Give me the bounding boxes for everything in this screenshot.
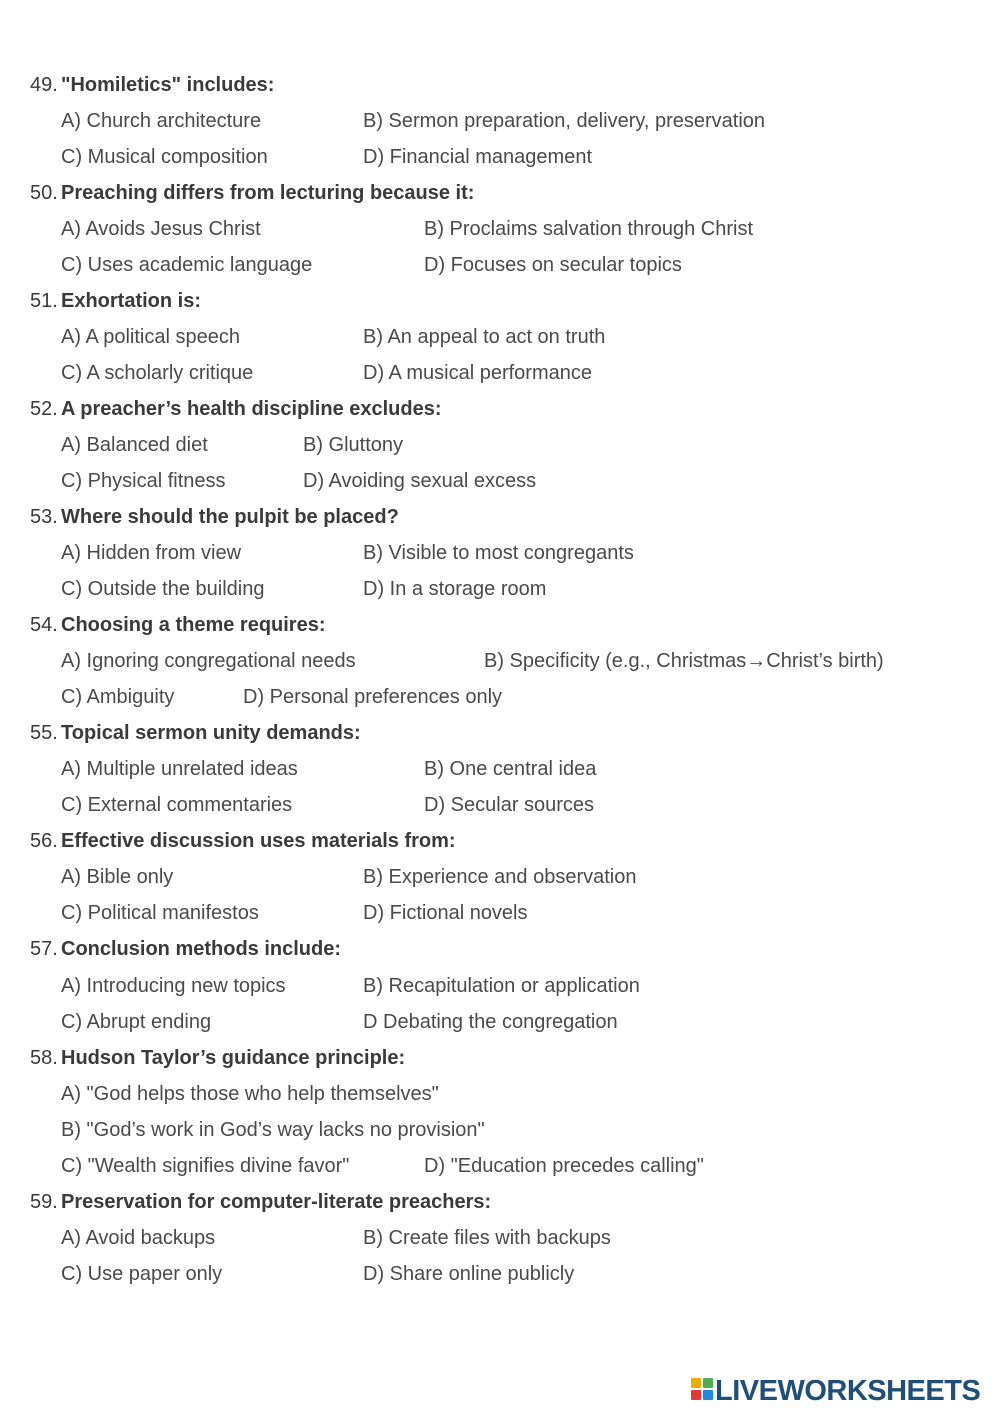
option-b[interactable]: B) Experience and observation [363,866,637,888]
question-number: 55. [30,722,58,744]
question-number: 51. [30,290,58,312]
option-b[interactable]: B) Proclaims salvation through Christ [424,218,754,240]
question-number: 49. [30,74,58,96]
option-a[interactable]: A) Hidden from view [61,542,242,564]
question-text: Preservation for computer-literate preachers: [61,1191,492,1213]
question-text: Where should the pulpit be placed? [61,506,399,528]
option-c[interactable]: C) A scholarly critique [61,362,254,384]
option-d[interactable]: D) Personal preferences only [243,686,503,708]
option-d[interactable]: D Debating the congregation [363,1011,618,1033]
question-text: "Homiletics" includes: [61,74,275,96]
question-text: Effective discussion uses materials from: [61,830,456,852]
option-a[interactable]: A) Bible only [61,866,174,888]
option-b[interactable]: B) Recapitulation or application [363,975,640,997]
option-a[interactable]: A) Balanced diet [61,434,208,456]
question-number: 58. [30,1047,58,1069]
option-b[interactable]: B) Specificity (e.g., Christmas→Christ’s birth) [484,650,884,672]
option-d[interactable]: D) A musical performance [363,362,592,384]
option-d[interactable]: D) "Education precedes calling" [424,1155,704,1177]
option-c[interactable]: C) Physical fitness [61,470,226,492]
option-b[interactable]: B) Gluttony [303,434,404,456]
option-c[interactable]: C) Ambiguity [61,686,175,708]
question-text: Preaching differs from lecturing because it: [61,182,475,204]
option-a[interactable]: A) Multiple unrelated ideas [61,758,298,780]
question-text: Conclusion methods include: [61,938,342,960]
option-b[interactable]: B) "God’s work in God’s way lacks no provision" [61,1119,485,1141]
question-number: 50. [30,182,58,204]
option-d[interactable]: D) Avoiding sexual excess [303,470,537,492]
question-number: 56. [30,830,58,852]
liveworksheets-logo-icon [691,1378,713,1400]
option-d[interactable]: D) Focuses on secular topics [424,254,682,276]
question-text: Exhortation is: [61,290,202,312]
question-number: 57. [30,938,58,960]
logo-text: LIVEWORKSHEETS [715,1375,981,1407]
option-a[interactable]: A) "God helps those who help themselves" [61,1083,439,1105]
option-a[interactable]: A) Introducing new topics [61,975,286,997]
liveworksheets-logo [691,1374,991,1408]
question-number: 54. [30,614,58,636]
option-c[interactable]: C) Abrupt ending [61,1011,212,1033]
option-c[interactable]: C) Outside the building [61,578,265,600]
option-b[interactable]: B) Create files with backups [363,1227,611,1249]
question-text: Topical sermon unity demands: [61,722,361,744]
option-c[interactable]: C) Uses academic language [61,254,313,276]
option-d[interactable]: D) Fictional novels [363,902,528,924]
option-b[interactable]: B) One central idea [424,758,597,780]
option-a[interactable]: A) Avoids Jesus Christ [61,218,261,240]
option-b[interactable]: B) Visible to most congregants [363,542,634,564]
question-number: 59. [30,1191,58,1213]
option-d[interactable]: D) In a storage room [363,578,547,600]
option-d[interactable]: D) Share online publicly [363,1263,575,1285]
option-a[interactable]: A) Avoid backups [61,1227,216,1249]
question-number: 52. [30,398,58,420]
option-c[interactable]: C) Political manifestos [61,902,259,924]
option-c[interactable]: C) External commentaries [61,794,293,816]
option-b[interactable]: B) An appeal to act on truth [363,326,606,348]
question-text: Hudson Taylor’s guidance principle: [61,1047,406,1069]
question-text: A preacher’s health discipline excludes: [61,398,442,420]
option-a[interactable]: A) A political speech [61,326,240,348]
option-a[interactable]: A) Ignoring congregational needs [61,650,356,672]
option-d[interactable]: D) Secular sources [424,794,595,816]
option-b[interactable]: B) Sermon preparation, delivery, preservation [363,110,766,132]
option-c[interactable]: C) "Wealth signifies divine favor" [61,1155,350,1177]
option-c[interactable]: C) Musical composition [61,146,268,168]
option-d[interactable]: D) Financial management [363,146,592,168]
option-a[interactable]: A) Church architecture [61,110,262,132]
question-number: 53. [30,506,58,528]
question-text: Choosing a theme requires: [61,614,326,636]
option-c[interactable]: C) Use paper only [61,1263,223,1285]
